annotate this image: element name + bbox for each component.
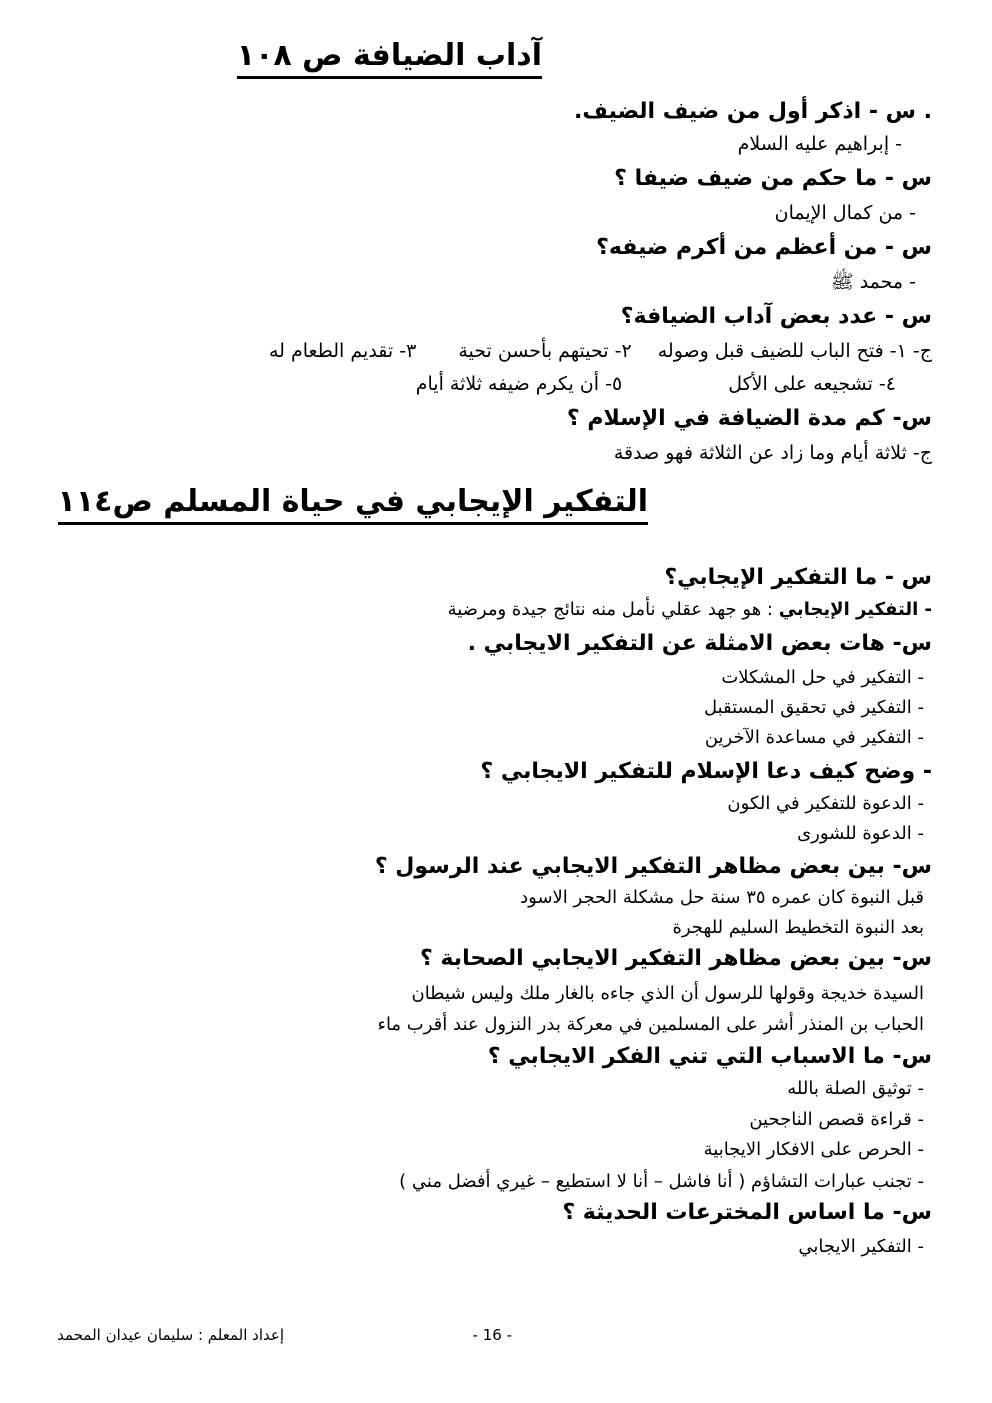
- answer-manners-row-2: [416, 370, 896, 398]
- manner-item-4: ٤- تشجيعه على الأكل: [728, 373, 896, 395]
- companion-example-1: السيدة خديجة وقولها للرسول أن الذي جاءه بالغار ملك وليس شيطان: [411, 983, 924, 1004]
- companion-example-2: الحباب بن المنذر أشر على المسلمين في معركة بدر النزول عند أقرب ماء: [377, 1014, 924, 1035]
- definition-text: : هو جهد عقلي نأمل منه نتائج جيدة ومرضية: [447, 599, 779, 620]
- example-item-2: - التفكير في تحقيق المستقبل: [703, 697, 924, 718]
- page-number: - 16 -: [472, 1326, 512, 1344]
- example-item-1: - التفكير في حل المشكلات: [721, 667, 924, 688]
- manner-item-1: ج- ١- فتح الباب للضيف قبل وصوله: [657, 340, 932, 362]
- question-host-ruling: س - ما حكم من ضيف ضيفا ؟: [614, 166, 932, 191]
- answer-host-ruling: - من كمال الإيمان: [774, 202, 916, 224]
- answer-greatest-host: - محمد ﷺ: [830, 271, 916, 293]
- footer-author: إعداد المعلم : سليمان عيدان المحمد: [57, 1326, 284, 1344]
- cause-item-2: - قراءة قصص الناجحين: [749, 1109, 924, 1130]
- question-positive-thinking-definition: س - ما التفكير الإيجابي؟: [664, 565, 932, 590]
- cause-item-1: - توثيق الصلة بالله: [787, 1078, 924, 1099]
- call-item-2: - الدعوة للشورى: [797, 823, 924, 844]
- question-inventions-basis: س- ما اساس المخترعات الحديثة ؟: [562, 1200, 932, 1225]
- manner-item-5: ٥- أن يكرم ضيفه ثلاثة أيام: [415, 373, 623, 395]
- answer-manners-row-1: [269, 337, 932, 365]
- answer-first-host: - إبراهيم عليه السلام: [737, 133, 902, 155]
- section-title-hospitality: آداب الضيافة ص ١٠٨: [237, 38, 542, 79]
- question-greatest-host: س - من أعظم من أكرم ضيفه؟: [596, 235, 932, 260]
- question-causes: س- ما الاسباب التي تني الفكر الايجابي ؟: [487, 1044, 932, 1069]
- answer-inventions-basis: - التفكير الايجابي: [798, 1236, 924, 1257]
- manner-item-2: ٢- تحيتهم بأحسن تحية: [458, 340, 632, 362]
- question-examples: س- هات بعض الامثلة عن التفكير الايجابي .: [467, 631, 932, 656]
- section-title-positive-thinking: التفكير الإيجابي في حياة المسلم ص١١٤: [58, 484, 648, 525]
- definition-term: - التفكير الإيجابي: [778, 599, 932, 620]
- question-first-host: . س - اذكر أول من ضيف الضيف.: [574, 99, 932, 124]
- cause-item-3: - الحرص على الافكار الايجابية: [703, 1139, 924, 1160]
- question-hospitality-duration: س- كم مدة الضيافة في الإسلام ؟: [566, 406, 932, 431]
- manner-item-3: ٣- تقديم الطعام له: [268, 340, 417, 362]
- call-item-1: - الدعوة للتفكير في الكون: [727, 793, 924, 814]
- question-companions-examples: س- بين بعض مظاهر التفكير الايجابي الصحابة ؟: [420, 946, 932, 971]
- answer-hospitality-duration: ج- ثلاثة أيام وما زاد عن الثلاثة فهو صدقة: [613, 442, 932, 464]
- question-hospitality-manners: س - عدد بعض آداب الضيافة؟: [620, 304, 932, 329]
- prophet-example-1: قبل النبوة كان عمره ٣٥ سنة حل مشكلة الحجر الاسود: [520, 887, 924, 908]
- question-islam-call: - وضح كيف دعا الإسلام للتفكير الايجابي ؟: [480, 759, 932, 784]
- prophet-example-2: بعد النبوة التخطيط السليم للهجرة: [672, 917, 924, 938]
- answer-positive-thinking-definition: [448, 596, 932, 624]
- question-prophet-examples: س- بين بعض مظاهر التفكير الايجابي عند الرسول ؟: [374, 854, 932, 879]
- example-item-3: - التفكير في مساعدة الآخرين: [704, 727, 924, 748]
- cause-item-4: - تجنب عبارات التشاؤم ( أنا فاشل – أنا لا استطيع – غيري أفضل مني ): [399, 1171, 924, 1192]
